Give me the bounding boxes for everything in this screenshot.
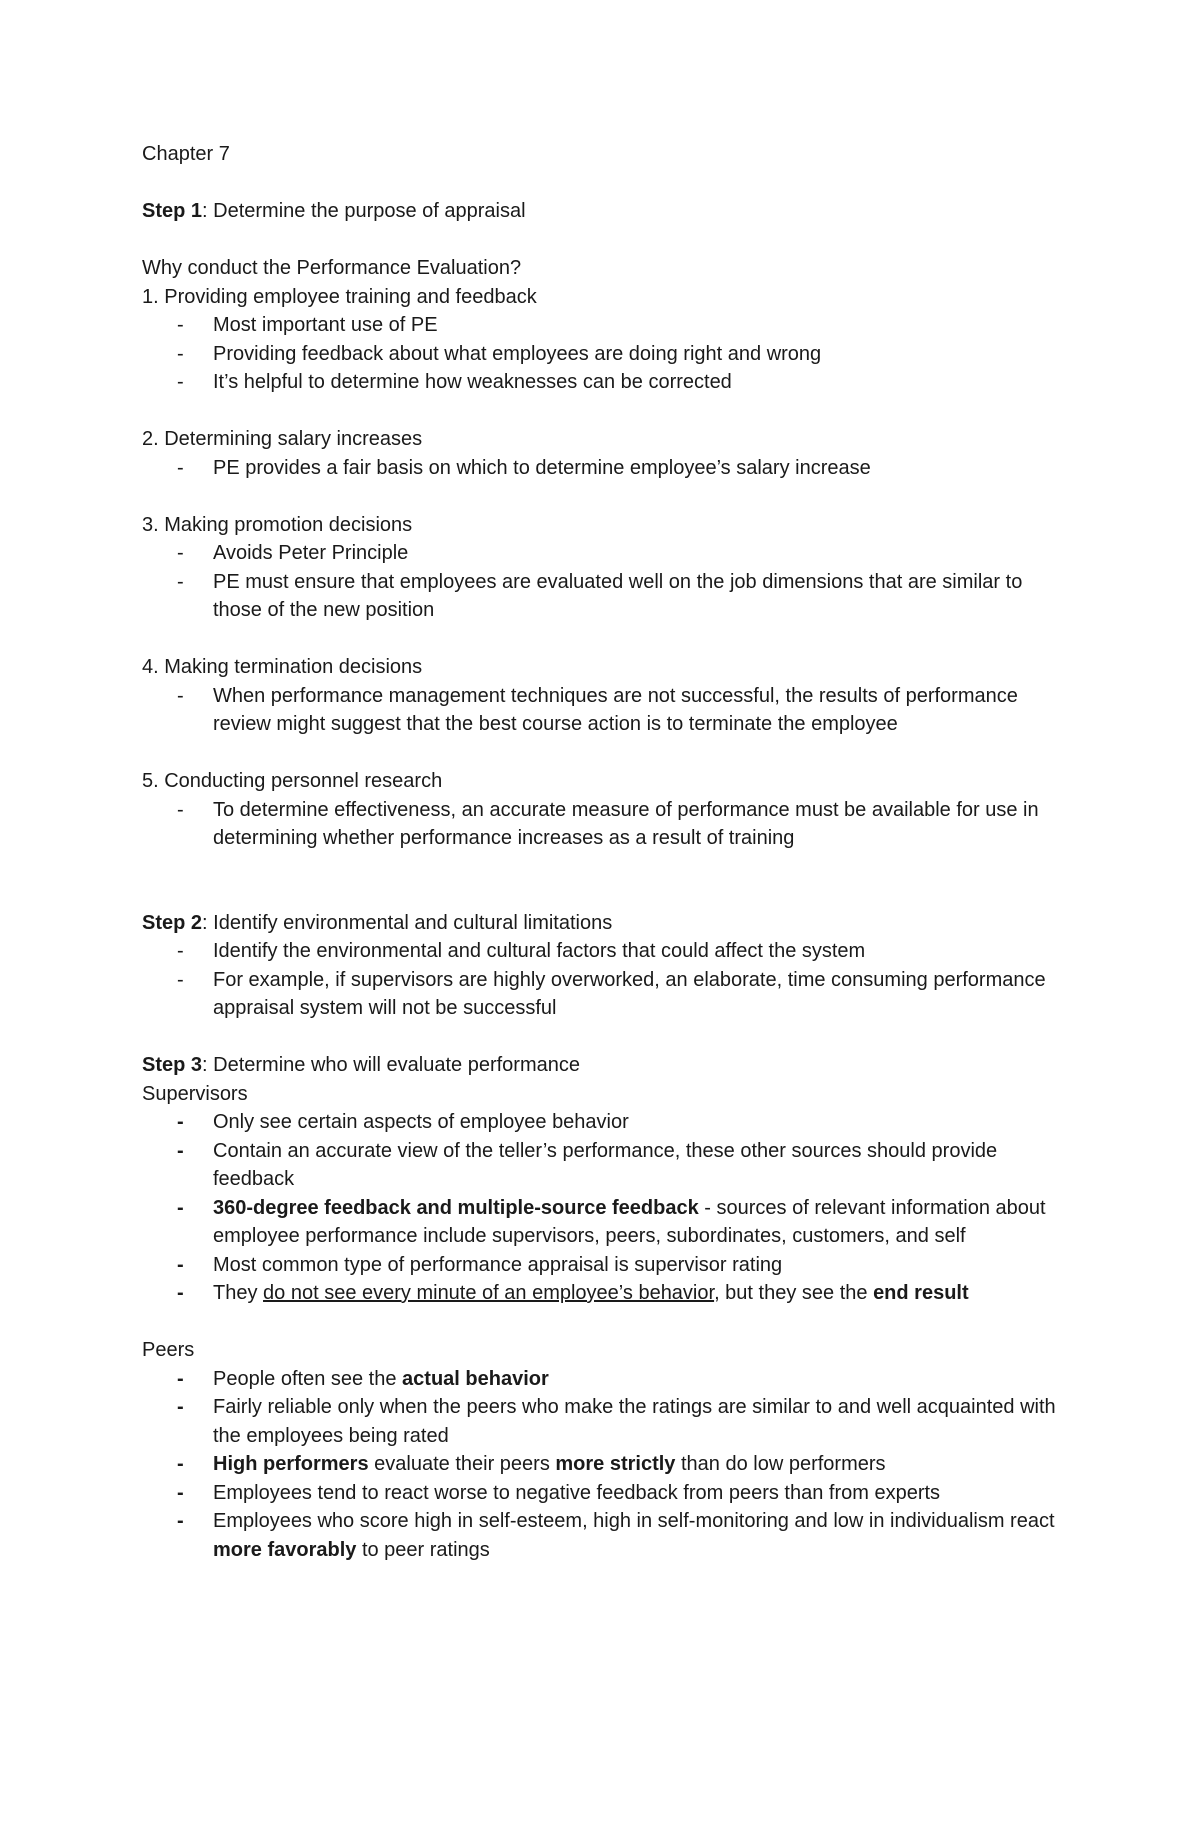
step1-question: Why conduct the Performance Evaluation? [142, 257, 522, 279]
purpose-heading: 1. Providing employee training and feedback [142, 285, 537, 308]
purpose-item-3 [142, 511, 1072, 625]
list-item: - For example, if supervisors are highly overworked, an elaborate, time consuming performance appraisal system will not be successful [177, 968, 1046, 1019]
list-item: - People often see the actual behavior [177, 1367, 549, 1390]
purpose-heading: 5. Conducting personnel research [142, 770, 443, 792]
supervisors-heading: Supervisors [142, 1082, 248, 1105]
list-item: - Avoids Peter Principle [177, 542, 409, 564]
purpose-heading: 3. Making promotion decisions [142, 513, 413, 536]
step1-label: Step 1 [142, 200, 203, 222]
list-item: - PE provides a fair basis on which to determine employee’s salary increase [177, 456, 871, 479]
list-item: - Contain an accurate view of the teller’s performance, these other sources should provide feedback [177, 1139, 998, 1190]
list-item: - When performance management techniques are not successful, the results of performance review might suggest that the best course action is to terminate the employee [177, 684, 1018, 735]
list-item: - They do not see every minute of an employee’s behavior, but they see the end result [177, 1282, 969, 1304]
purpose-item-4 [142, 653, 1072, 739]
list-item: - Employees who score high in self-esteem, high in self-monitoring and low in individualism react more favorably to peer ratings [177, 1510, 1055, 1561]
list-item: - Fairly reliable only when the peers who make the ratings are similar to and well acquainted with the employees being rated [177, 1396, 1056, 1447]
list-item: - PE must ensure that employees are evaluated well on the job dimensions that are similar to those of the new position [177, 570, 1023, 621]
purpose-item-1 [142, 283, 1072, 397]
step2-label: Step 2 [142, 911, 203, 934]
purpose-heading: 4. Making termination decisions [142, 656, 423, 678]
document-body [142, 140, 1072, 1564]
supervisors-list [142, 1108, 1072, 1308]
chapter-title: Chapter 7 [142, 143, 230, 165]
purpose-heading: 2. Determining salary increases [142, 428, 423, 450]
list-item: - To determine effectiveness, an accurate measure of performance must be available for use in determining whether performance increases as a result of training [177, 798, 1039, 849]
list-item: - Identify the environmental and cultural factors that could affect the system [177, 940, 866, 962]
step3-heading: Step 3: Determine who will evaluate performance [142, 1054, 580, 1076]
list-item: - Only see certain aspects of employee behavior [177, 1111, 629, 1133]
step3-label: Step 3 [142, 1054, 203, 1076]
list-item: - Providing feedback about what employees are doing right and wrong [177, 342, 822, 365]
peers-list [142, 1365, 1072, 1565]
peers-heading: Peers [142, 1339, 195, 1361]
list-item: - Most important use of PE [177, 314, 438, 336]
list-item: - High performers evaluate their peers more strictly than do low performers [177, 1453, 886, 1475]
list-item: - Most common type of performance appraisal is supervisor rating [177, 1253, 783, 1276]
list-item: - 360-degree feedback and multiple-source feedback - sources of relevant information about employee performance include supervisors, peers, subordinates, customers, and self [177, 1196, 1046, 1247]
step2-heading: Step 2: Identify environmental and cultural limitations [142, 911, 613, 934]
step1-heading: Step 1: Determine the purpose of appraisal [142, 200, 526, 222]
list-item: - It’s helpful to determine how weaknesses can be corrected [177, 371, 732, 393]
purpose-item-5 [142, 767, 1072, 853]
list-item: - Employees tend to react worse to negative feedback from peers than from experts [177, 1481, 941, 1504]
purpose-item-2 [142, 425, 1072, 482]
